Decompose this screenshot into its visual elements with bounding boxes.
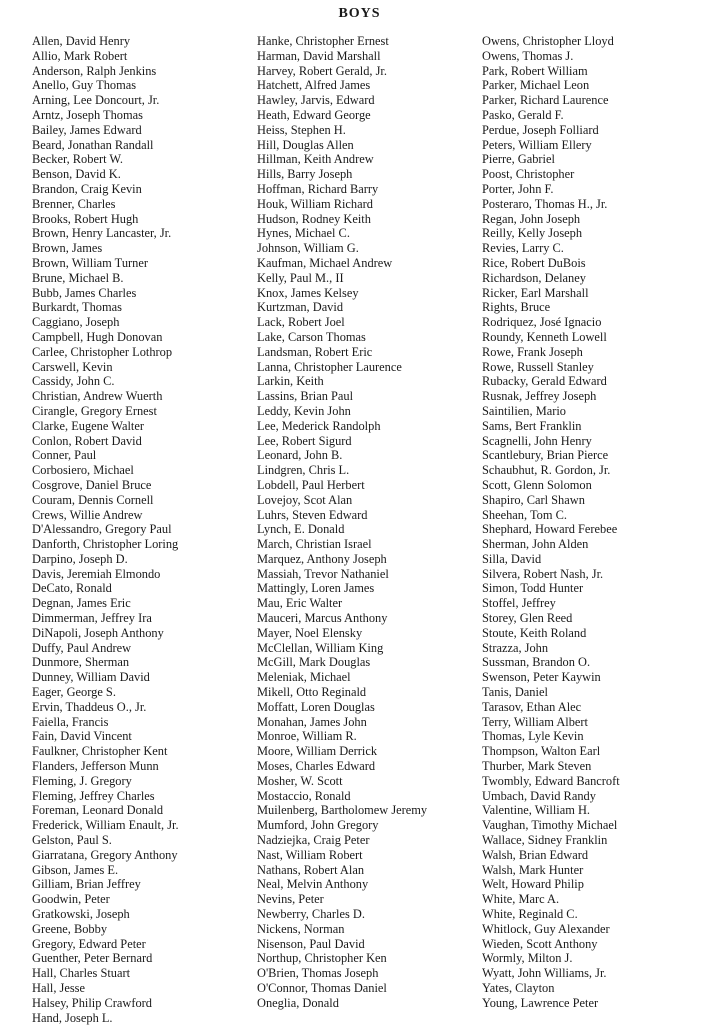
list-item: Faulkner, Christopher Kent bbox=[32, 744, 168, 759]
list-item: Perdue, Joseph Folliard bbox=[482, 122, 599, 137]
list-item: Duffy, Paul Andrew bbox=[32, 640, 132, 655]
list-item: Porter, John F. bbox=[482, 181, 554, 196]
list-item: Lindgren, Chris L. bbox=[257, 463, 350, 478]
list-item: Conner, Paul bbox=[32, 448, 97, 463]
list-item: Luhrs, Steven Edward bbox=[257, 507, 368, 522]
list-item: Hills, Barry Joseph bbox=[257, 167, 353, 182]
list-item: Richardson, Delaney bbox=[482, 270, 586, 285]
list-item: Brenner, Charles bbox=[32, 196, 116, 211]
list-item: Lake, Carson Thomas bbox=[257, 329, 366, 344]
list-item: Brandon, Craig Kevin bbox=[32, 181, 142, 196]
list-item: Welt, Howard Philip bbox=[482, 877, 584, 892]
list-item: Reilly, Kelly Joseph bbox=[482, 226, 583, 241]
list-item: Rowe, Frank Joseph bbox=[482, 344, 583, 359]
list-item: Harvey, Robert Gerald, Jr. bbox=[257, 63, 387, 78]
list-item: Brooks, Robert Hugh bbox=[32, 211, 139, 226]
list-item: Clarke, Eugene Walter bbox=[32, 418, 144, 433]
list-item: Hudson, Rodney Keith bbox=[257, 211, 371, 226]
list-item: Moore, William Derrick bbox=[257, 744, 378, 759]
list-item: Beard, Jonathan Randall bbox=[32, 137, 154, 152]
list-item: Dunmore, Sherman bbox=[32, 655, 130, 670]
list-item: Peters, William Ellery bbox=[482, 137, 592, 152]
list-item: Mosher, W. Scott bbox=[257, 773, 343, 788]
list-item: Fleming, Jeffrey Charles bbox=[32, 788, 155, 803]
list-item: Owens, Thomas J. bbox=[482, 48, 574, 63]
list-item: Burkardt, Thomas bbox=[32, 300, 122, 315]
name-column-3 bbox=[482, 34, 712, 1011]
list-item: Regan, John Joseph bbox=[482, 211, 581, 226]
list-item: Massiah, Trevor Nathaniel bbox=[257, 566, 389, 581]
list-item: Brown, Henry Lancaster, Jr. bbox=[32, 226, 172, 241]
list-item: Poost, Christopher bbox=[482, 167, 575, 182]
list-item: Yates, Clayton bbox=[482, 981, 555, 995]
list-item: Parker, Richard Laurence bbox=[482, 93, 609, 108]
list-item: Vaughan, Timothy Michael bbox=[482, 818, 618, 833]
list-item: Danforth, Christopher Loring bbox=[32, 537, 179, 552]
list-item: Moffatt, Loren Douglas bbox=[257, 699, 375, 714]
list-item: Mayer, Noel Elensky bbox=[257, 625, 363, 640]
list-item: Caggiano, Joseph bbox=[32, 315, 120, 330]
list-item: Rights, Bruce bbox=[482, 300, 551, 315]
list-item: Rowe, Russell Stanley bbox=[482, 359, 594, 374]
list-item: Scott, Glenn Solomon bbox=[482, 477, 592, 492]
list-item: Arntz, Joseph Thomas bbox=[32, 107, 143, 122]
list-item: Lovejoy, Scot Alan bbox=[257, 492, 353, 507]
list-item: Young, Lawrence Peter bbox=[482, 995, 599, 1010]
list-item: Gratkowski, Joseph bbox=[32, 907, 130, 922]
list-item: March, Christian Israel bbox=[257, 537, 372, 552]
list-item: Mattingly, Loren James bbox=[257, 581, 375, 596]
list-item: Allen, David Henry bbox=[32, 34, 131, 48]
list-item: DeCato, Ronald bbox=[32, 581, 112, 596]
list-item: Tarasov, Ethan Alec bbox=[482, 699, 582, 714]
list-item: Eager, George S. bbox=[32, 685, 116, 700]
list-item: Lassins, Brian Paul bbox=[257, 389, 354, 404]
list-item: Park, Robert William bbox=[482, 63, 588, 78]
list-item: Arning, Lee Doncourt, Jr. bbox=[32, 93, 160, 108]
list-item: Benson, David K. bbox=[32, 167, 121, 182]
list-item: Wormly, Milton J. bbox=[482, 951, 573, 966]
list-item: Umbach, David Randy bbox=[482, 788, 596, 803]
list-item: Sherman, John Alden bbox=[482, 537, 589, 552]
list-item: Corbosiero, Michael bbox=[32, 463, 134, 478]
list-item: Owens, Christopher Lloyd bbox=[482, 34, 614, 48]
name-column-1 bbox=[32, 34, 252, 1025]
list-item: Mauceri, Marcus Anthony bbox=[257, 611, 388, 626]
list-item: Thurber, Mark Steven bbox=[482, 759, 592, 774]
list-item: Hillman, Keith Andrew bbox=[257, 152, 374, 167]
list-item: Brune, Michael B. bbox=[32, 270, 124, 285]
name-column-2 bbox=[257, 34, 477, 1011]
list-item: Thomas, Lyle Kevin bbox=[482, 729, 584, 744]
list-item: Silvera, Robert Nash, Jr. bbox=[482, 566, 604, 581]
list-item: Oneglia, Donald bbox=[257, 995, 339, 1010]
page-title: BOYS bbox=[338, 6, 381, 21]
list-item: Sams, Bert Franklin bbox=[482, 418, 582, 433]
list-item: Landsman, Robert Eric bbox=[257, 344, 373, 359]
list-item: Strazza, John bbox=[482, 640, 549, 655]
list-item: Northup, Christopher Ken bbox=[257, 951, 387, 966]
list-item: Rusnak, Jeffrey Joseph bbox=[482, 389, 597, 404]
list-item: Monroe, William R. bbox=[257, 729, 357, 744]
list-item: Dimmerman, Jeffrey Ira bbox=[32, 611, 152, 626]
list-item: Simon, Todd Hunter bbox=[482, 581, 584, 596]
list-item: Faiella, Francis bbox=[32, 714, 109, 729]
list-item: DiNapoli, Joseph Anthony bbox=[32, 625, 164, 640]
list-item: Greene, Bobby bbox=[32, 921, 108, 936]
list-item: Foreman, Leonard Donald bbox=[32, 803, 164, 818]
list-item: Anderson, Ralph Jenkins bbox=[32, 63, 157, 78]
list-item: Revies, Larry C. bbox=[482, 241, 564, 256]
list-item: Becker, Robert W. bbox=[32, 152, 124, 167]
list-item: Lanna, Christopher Laurence bbox=[257, 359, 402, 374]
list-item: Degnan, James Eric bbox=[32, 596, 131, 611]
list-item: White, Reginald C. bbox=[482, 907, 578, 922]
list-item: Lynch, E. Donald bbox=[257, 522, 345, 537]
list-item: Gibson, James E. bbox=[32, 862, 119, 877]
list-item: McGill, Mark Douglas bbox=[257, 655, 371, 670]
list-item: Wallace, Sidney Franklin bbox=[482, 833, 608, 848]
list-item: Brown, James bbox=[32, 241, 103, 256]
list-item: Kelly, Paul M., II bbox=[257, 270, 344, 285]
list-item: O'Connor, Thomas Daniel bbox=[257, 981, 387, 995]
list-item: D'Alessandro, Gregory Paul bbox=[32, 522, 172, 537]
list-item: Moses, Charles Edward bbox=[257, 759, 376, 774]
list-item: Knox, James Kelsey bbox=[257, 285, 359, 300]
list-item: Rubacky, Gerald Edward bbox=[482, 374, 607, 389]
list-item: Swenson, Peter Kaywin bbox=[482, 670, 601, 685]
list-item: Houk, William Richard bbox=[257, 196, 373, 211]
list-item: Fain, David Vincent bbox=[32, 729, 132, 744]
list-item: Roundy, Kenneth Lowell bbox=[482, 329, 607, 344]
list-item: Goodwin, Peter bbox=[32, 892, 110, 907]
list-item: Pasko, Gerald F. bbox=[482, 107, 564, 122]
list-item: Marquez, Anthony Joseph bbox=[257, 551, 387, 566]
list-item: Nevins, Peter bbox=[257, 892, 324, 907]
list-item: Monahan, James John bbox=[257, 714, 367, 729]
list-item: Nickens, Norman bbox=[257, 921, 345, 936]
list-item: Shephard, Howard Ferebee bbox=[482, 522, 618, 537]
list-item: Campbell, Hugh Donovan bbox=[32, 329, 163, 344]
list-item: Kurtzman, David bbox=[257, 300, 344, 315]
list-item: Bubb, James Charles bbox=[32, 285, 137, 300]
list-item: Parker, Michael Leon bbox=[482, 78, 590, 93]
list-item: Meleniak, Michael bbox=[257, 670, 351, 685]
list-item: Schaubhut, R. Gordon, Jr. bbox=[482, 463, 611, 478]
list-item: Conlon, Robert David bbox=[32, 433, 142, 448]
list-item: Guenther, Peter Bernard bbox=[32, 951, 153, 966]
list-item: Lack, Robert Joel bbox=[257, 315, 345, 330]
list-item: Neal, Melvin Anthony bbox=[257, 877, 369, 892]
list-item: White, Marc A. bbox=[482, 892, 560, 907]
list-item: Shapiro, Carl Shawn bbox=[482, 492, 585, 507]
list-item: Ricker, Earl Marshall bbox=[482, 285, 589, 300]
list-item: Sussman, Brandon O. bbox=[482, 655, 591, 670]
list-item: Lobdell, Paul Herbert bbox=[257, 477, 365, 492]
list-item: Heiss, Stephen H. bbox=[257, 122, 346, 137]
list-item: Nast, William Robert bbox=[257, 847, 363, 862]
list-item: Nisenson, Paul David bbox=[257, 936, 365, 951]
list-item: Mumford, John Gregory bbox=[257, 818, 379, 833]
list-item: Mostaccio, Ronald bbox=[257, 788, 351, 803]
list-item: Hand, Joseph L. bbox=[32, 1010, 113, 1025]
list-item: Darpino, Joseph D. bbox=[32, 551, 128, 566]
list-item: Thompson, Walton Earl bbox=[482, 744, 601, 759]
list-item: Dunney, William David bbox=[32, 670, 150, 685]
list-item: Crews, Willie Andrew bbox=[32, 507, 143, 522]
list-item: Larkin, Keith bbox=[257, 374, 324, 389]
list-item: Davis, Jeremiah Elmondo bbox=[32, 566, 161, 581]
list-item: Anello, Guy Thomas bbox=[32, 78, 137, 93]
list-item: Fleming, J. Gregory bbox=[32, 773, 132, 788]
list-item: Leddy, Kevin John bbox=[257, 403, 351, 418]
list-item: Terry, William Albert bbox=[482, 714, 588, 729]
list-item: McClellan, William King bbox=[257, 640, 384, 655]
list-item: Scantlebury, Brian Pierce bbox=[482, 448, 609, 463]
list-item: Gilliam, Brian Jeffrey bbox=[32, 877, 141, 892]
list-item: Hatchett, Alfred James bbox=[257, 78, 371, 93]
list-item: Wieden, Scott Anthony bbox=[482, 936, 598, 951]
list-item: Christian, Andrew Wuerth bbox=[32, 389, 163, 404]
list-item: Lee, Mederick Randolph bbox=[257, 418, 381, 433]
list-item: Mau, Eric Walter bbox=[257, 596, 343, 611]
list-item: Cosgrove, Daniel Bruce bbox=[32, 477, 152, 492]
list-item: Bailey, James Edward bbox=[32, 122, 142, 137]
list-item: Hanke, Christopher Ernest bbox=[257, 34, 389, 48]
list-item: Tanis, Daniel bbox=[482, 685, 548, 700]
list-item: Walsh, Brian Edward bbox=[482, 847, 589, 862]
list-item: Cirangle, Gregory Ernest bbox=[32, 403, 157, 418]
list-item: Silla, David bbox=[482, 551, 542, 566]
list-item: Storey, Glen Reed bbox=[482, 611, 573, 626]
list-item: Mikell, Otto Reginald bbox=[257, 685, 367, 700]
list-item: Kaufman, Michael Andrew bbox=[257, 255, 393, 270]
list-item: Flanders, Jefferson Munn bbox=[32, 759, 159, 774]
list-item: Johnson, William G. bbox=[257, 241, 359, 256]
list-item: Heath, Edward George bbox=[257, 107, 371, 122]
list-item: Whitlock, Guy Alexander bbox=[482, 921, 610, 936]
list-item: Carswell, Kevin bbox=[32, 359, 113, 374]
list-item: Hawley, Jarvis, Edward bbox=[257, 93, 375, 108]
list-item: Harman, David Marshall bbox=[257, 48, 381, 63]
list-item: Newberry, Charles D. bbox=[257, 907, 365, 922]
list-item: Wyatt, John Williams, Jr. bbox=[482, 966, 607, 981]
list-item: Halsey, Philip Crawford bbox=[32, 995, 152, 1010]
list-item: O'Brien, Thomas Joseph bbox=[257, 966, 379, 981]
list-item: Hill, Douglas Allen bbox=[257, 137, 354, 152]
list-item: Rice, Robert DuBois bbox=[482, 255, 586, 270]
list-item: Nathans, Robert Alan bbox=[257, 862, 365, 877]
list-item: Hall, Charles Stuart bbox=[32, 966, 131, 981]
list-item: Carlee, Christopher Lothrop bbox=[32, 344, 173, 359]
list-item: Brown, William Turner bbox=[32, 255, 148, 270]
list-item: Frederick, William Enault, Jr. bbox=[32, 818, 179, 833]
list-item: Walsh, Mark Hunter bbox=[482, 862, 584, 877]
list-item: Ervin, Thaddeus O., Jr. bbox=[32, 699, 147, 714]
list-item: Stoffel, Jeffrey bbox=[482, 596, 556, 611]
list-item: Lee, Robert Sigurd bbox=[257, 433, 352, 448]
list-item: Rodriquez, José Ignacio bbox=[482, 315, 602, 330]
list-item: Allio, Mark Robert bbox=[32, 48, 128, 63]
list-item: Scagnelli, John Henry bbox=[482, 433, 592, 448]
list-item: Muilenberg, Bartholomew Jeremy bbox=[257, 803, 428, 818]
list-item: Gregory, Edward Peter bbox=[32, 936, 146, 951]
list-item: Hoffman, Richard Barry bbox=[257, 181, 379, 196]
list-item: Leonard, John B. bbox=[257, 448, 343, 463]
list-item: Valentine, William H. bbox=[482, 803, 591, 818]
list-item: Hall, Jesse bbox=[32, 981, 85, 995]
list-item: Saintilien, Mario bbox=[482, 403, 566, 418]
list-item: Stoute, Keith Roland bbox=[482, 625, 587, 640]
list-item: Giarratana, Gregory Anthony bbox=[32, 847, 178, 862]
list-item: Gelston, Paul S. bbox=[32, 833, 112, 848]
list-item: Posteraro, Thomas H., Jr. bbox=[482, 196, 608, 211]
list-item: Cassidy, John C. bbox=[32, 374, 115, 389]
list-item: Twombly, Edward Bancroft bbox=[482, 773, 620, 788]
list-item: Hynes, Michael C. bbox=[257, 226, 350, 241]
list-item: Nadziejka, Craig Peter bbox=[257, 833, 370, 848]
list-item: Couram, Dennis Cornell bbox=[32, 492, 154, 507]
list-item: Sheehan, Tom C. bbox=[482, 507, 567, 522]
list-item: Pierre, Gabriel bbox=[482, 152, 555, 167]
